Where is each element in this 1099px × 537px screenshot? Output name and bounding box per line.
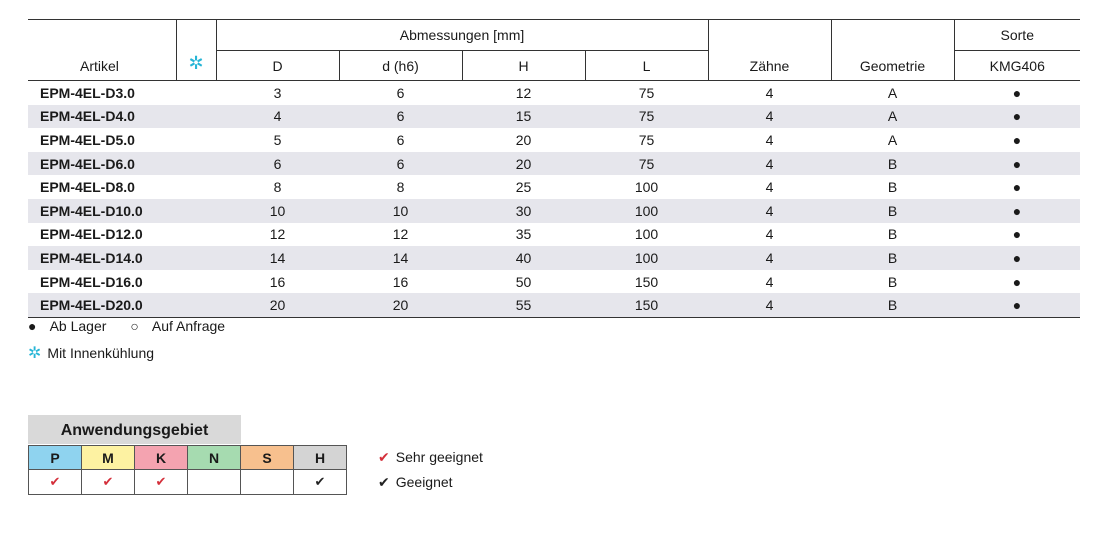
check-black-icon: ✔ (378, 474, 390, 490)
cell-d-h6: 16 (392, 273, 409, 290)
cell-d-h6: 6 (339, 105, 462, 129)
cell-cooling (176, 105, 216, 129)
cell-H: 50 (515, 273, 532, 290)
table-row (28, 105, 1080, 129)
cell-H: 40 (462, 246, 585, 270)
cell-L: 150 (634, 273, 659, 290)
cell-artikel: EPM-4EL-D3.0 (40, 84, 135, 101)
cell-zaehne: 4 (708, 246, 831, 270)
cell-geometrie: B (831, 293, 954, 317)
cell-D: 16 (269, 273, 286, 290)
table-row (28, 199, 1080, 223)
cell-d-h6: 12 (392, 226, 409, 243)
cell-D: 10 (216, 199, 339, 223)
key-very-suitable: ✔ Sehr geeignet (378, 449, 483, 465)
table-row (28, 175, 1080, 199)
cell-d-h6: 10 (339, 199, 462, 223)
cell-L: 75 (638, 131, 655, 148)
cell-d-h6: 6 (339, 152, 462, 176)
cell-H: 20 (462, 152, 585, 176)
cell-stock: ● (954, 152, 1080, 176)
cell-L: 100 (585, 199, 708, 223)
application-title: Anwendungsgebiet (28, 415, 241, 444)
material-h: H (294, 446, 347, 470)
cell-cooling (176, 199, 216, 223)
cell-D: 20 (216, 293, 339, 317)
table-row (28, 293, 1080, 317)
cell-artikel: EPM-4EL-D20.0 (28, 293, 176, 317)
cell-D: 4 (216, 105, 339, 129)
cell-cooling (176, 223, 216, 247)
cell-stock: ● (954, 293, 1080, 317)
cell-cooling (176, 128, 216, 152)
cell-artikel: EPM-4EL-D6.0 (28, 152, 176, 176)
key-suitable: ✔ Geeignet (378, 474, 453, 490)
header-zaehne: Zähne (708, 20, 831, 81)
table-row (28, 223, 1080, 247)
cell-D: 3 (273, 84, 282, 101)
cooling-icon: ✲ (28, 345, 42, 362)
cell-d-h6: 14 (339, 246, 462, 270)
header-d-h6: d (h6) (339, 51, 462, 81)
cell-geometrie: A (887, 84, 898, 101)
cell-L: 75 (585, 152, 708, 176)
cell-stock: ● (1012, 179, 1022, 196)
cell-L: 75 (585, 105, 708, 129)
header-sorte: Sorte (954, 20, 1080, 51)
cell-zaehne: 4 (708, 152, 831, 176)
cooling-header-icon: ✲ (176, 20, 216, 81)
header-geometrie: Geometrie (831, 20, 954, 81)
table-row (28, 246, 1080, 270)
material-m: M (82, 446, 135, 470)
cell-zaehne: 4 (765, 273, 774, 290)
cell-stock: ● (1012, 131, 1022, 148)
cell-geometrie: B (831, 199, 954, 223)
header-artikel: Artikel (28, 20, 176, 81)
cell-H: 12 (515, 84, 532, 101)
material-s: S (241, 446, 294, 470)
cell-cooling (176, 293, 216, 317)
cell-zaehne: 4 (708, 199, 831, 223)
cell-stock: ● (954, 199, 1080, 223)
cell-artikel: EPM-4EL-D5.0 (40, 131, 135, 148)
check-red-icon: ✔ (378, 449, 390, 465)
header-H: H (462, 51, 585, 81)
cell-artikel: EPM-4EL-D8.0 (40, 179, 135, 196)
cell-L: 100 (634, 226, 659, 243)
material-mark-k: ✔ (135, 470, 188, 495)
cell-zaehne: 4 (765, 226, 774, 243)
cell-H: 55 (462, 293, 585, 317)
cell-zaehne: 4 (765, 179, 774, 196)
cell-stock: ● (1012, 273, 1022, 290)
material-mark-p: ✔ (29, 470, 82, 495)
cell-geometrie: B (887, 226, 898, 243)
cell-artikel: EPM-4EL-D10.0 (28, 199, 176, 223)
cell-stock: ● (1012, 84, 1022, 101)
cell-L: 100 (585, 246, 708, 270)
header-D: D (216, 51, 339, 81)
cell-H: 30 (462, 199, 585, 223)
table-row (28, 152, 1080, 176)
cell-cooling (176, 270, 216, 294)
cell-artikel: EPM-4EL-D12.0 (40, 226, 143, 243)
cell-zaehne: 4 (765, 84, 774, 101)
cell-d-h6: 6 (396, 131, 405, 148)
cell-stock: ● (1012, 226, 1022, 243)
cell-geometrie: A (887, 131, 898, 148)
material-p: P (29, 446, 82, 470)
header-L: L (585, 51, 708, 81)
product-table (28, 19, 1080, 318)
cell-d-h6: 6 (396, 84, 405, 101)
material-k: K (135, 446, 188, 470)
cell-geometrie: B (831, 246, 954, 270)
cell-cooling (176, 152, 216, 176)
cell-D: 14 (216, 246, 339, 270)
cell-artikel: EPM-4EL-D16.0 (40, 273, 143, 290)
material-mark-n (188, 470, 241, 495)
material-mark-m: ✔ (82, 470, 135, 495)
cell-D: 5 (273, 131, 282, 148)
cell-zaehne: 4 (708, 293, 831, 317)
application-table (28, 445, 347, 495)
request-legend-item: ○ Auf Anfrage (130, 318, 226, 334)
cooling-legend: ✲ Mit Innenkühlung (28, 345, 155, 362)
material-n: N (188, 446, 241, 470)
stock-legend (28, 318, 245, 334)
cell-L: 100 (634, 179, 659, 196)
cell-cooling (176, 175, 216, 199)
header-dimensions: Abmessungen [mm] (216, 20, 708, 51)
table-row (28, 270, 1080, 294)
cell-geometrie: B (887, 273, 898, 290)
stock-legend-item: ● Ab Lager (28, 318, 107, 334)
cell-zaehne: 4 (765, 131, 774, 148)
cell-artikel: EPM-4EL-D4.0 (28, 105, 176, 129)
cell-artikel: EPM-4EL-D14.0 (28, 246, 176, 270)
cell-D: 8 (273, 179, 282, 196)
cell-L: 75 (638, 84, 655, 101)
cell-cooling (176, 81, 216, 105)
cell-H: 15 (462, 105, 585, 129)
table-row (28, 81, 1080, 105)
header-grade: KMG406 (954, 51, 1080, 81)
cell-zaehne: 4 (708, 105, 831, 129)
cell-H: 20 (515, 131, 532, 148)
material-mark-h: ✔ (294, 470, 347, 495)
cell-cooling (176, 246, 216, 270)
cell-H: 25 (515, 179, 532, 196)
cell-D: 6 (216, 152, 339, 176)
table-row (28, 128, 1080, 152)
cell-stock: ● (954, 246, 1080, 270)
cell-L: 150 (585, 293, 708, 317)
cell-stock: ● (954, 105, 1080, 129)
cell-d-h6: 20 (339, 293, 462, 317)
cell-geometrie: B (831, 152, 954, 176)
cell-geometrie: B (887, 179, 898, 196)
cell-geometrie: A (831, 105, 954, 129)
cell-d-h6: 8 (396, 179, 405, 196)
cell-H: 35 (515, 226, 532, 243)
cell-D: 12 (269, 226, 286, 243)
material-mark-s (241, 470, 294, 495)
